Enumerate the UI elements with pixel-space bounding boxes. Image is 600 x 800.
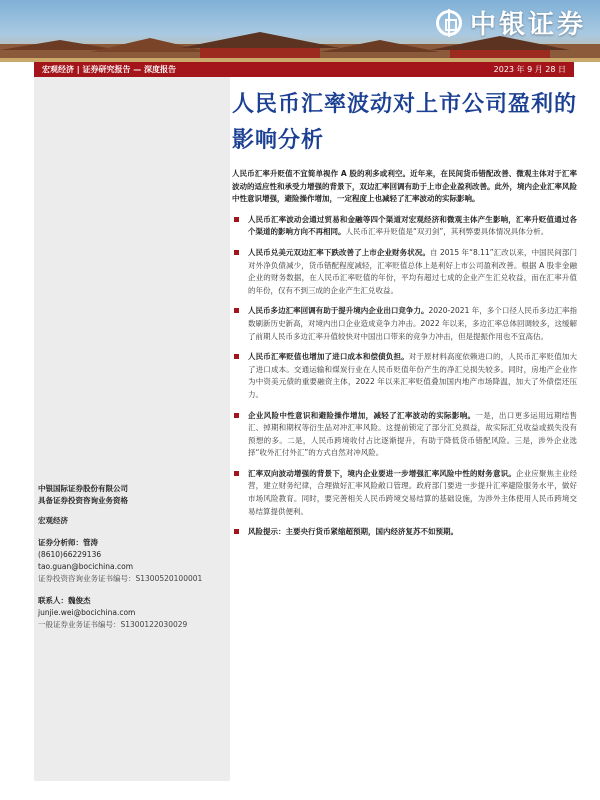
risk-warning-text: 风险提示：主要央行货币紧缩超预期，国内经济复苏不如预期。 [248, 527, 458, 537]
risk-warning [232, 526, 577, 539]
bullet-lead: 汇率双向波动增强的背景下，境内企业要进一步增强汇率风险中性的财务意识。 [248, 468, 516, 478]
bullet-lead: 人民币汇率贬值也增加了进口成本和偿债负担。 [248, 352, 409, 362]
bullet-lead: 人民币兑美元双边汇率下跌改善了上市企业财务状况。 [248, 247, 430, 257]
bullet-square-icon [234, 308, 239, 313]
bullet-text: 自 2015 年“8.11”汇改以来，中国民间部门对外净负债减少，货币错配程度减轻，汇率贬值总体上是利好上市公司盈利改善。根据 A 股非金融企业的财务数据，在人民币汇率贬值的年份，平均有超过七成的企业产生汇兑收益，而在汇率升值的年份，仅有不到三成的企业产生汇兑收益。 [248, 247, 577, 295]
bullet-item [232, 468, 577, 518]
brand-logo [436, 4, 586, 41]
left-sidebar [34, 77, 230, 781]
contact-cert: 一般证券业务证书编号：S1300122030029 [38, 620, 188, 629]
contact-name: 联系人：魏俊杰 [38, 596, 91, 605]
bullet-lead: 人民币多边汇率回调有助于提升境内企业出口竞争力。 [248, 306, 429, 316]
breadcrumb: 宏观经济 | 证券研究报告 — 深度报告 [42, 65, 177, 74]
bullet-text: 人民币汇率升贬值是“双刃剑”，其利弊要具体情况具体分析。 [345, 227, 549, 237]
report-date: 2023 年 9 月 28 日 [493, 65, 566, 74]
bullet-item [232, 305, 577, 343]
bullet-text: 2020-2021 年，多个口径人民币多边汇率指数刷新历史新高，对境内出口企业造成竞争力冲击。2022 年以来，多边汇率总体回调较多，这缓解了前期人民币多边汇率升值较快对中国出口带来的竞争力冲击，但是提振作用也不宜高估。 [248, 306, 578, 341]
contact-email: junjie.wei@bocichina.com [38, 608, 136, 617]
org-name: 中银国际证券股份有限公司 [38, 484, 128, 493]
bullet-square-icon [234, 471, 239, 476]
header-banner [0, 0, 600, 62]
report-meta-bar [34, 62, 574, 77]
bullet-square-icon [234, 250, 239, 255]
author-info [38, 483, 228, 631]
org-qualification: 具备证券投资咨询业务资格 [38, 496, 128, 505]
bullet-item [232, 351, 577, 401]
bullet-text: 对于原材料高度依赖进口的，人民币汇率贬值加大了进口成本。交通运输和煤炭行业在人民币贬值年份产生的净汇兑损失较多。同时，房地产企业作为中资美元债的重要融资主体，2022 年以来汇率贬值叠加国内地产市场降温，加大了外债偿还压力。 [248, 352, 577, 399]
analyst-cert: 证券投资咨询业务证书编号：S1300520100001 [38, 574, 203, 583]
analyst-phone: (8610)66229136 [38, 550, 102, 559]
analyst-name: 证券分析师：管涛 [38, 538, 98, 547]
bullet-square-icon [234, 529, 239, 534]
bullet-square-icon [234, 354, 239, 359]
report-title: 人民币汇率波动对上市公司盈利的影响分析 [232, 91, 578, 153]
bullet-lead: 企业风险中性意识和避险操作增加，减轻了汇率波动的实际影响。 [248, 410, 476, 420]
report-summary [232, 168, 577, 547]
bullet-item [232, 410, 577, 460]
bullet-item [232, 247, 577, 297]
brand-logo-text: 中银证券 [469, 10, 586, 40]
intro-paragraph: 人民币汇率升贬值不宜简单视作 A 股的利多或利空。近年来，在民间货币错配改善、微观主体对于汇率波动的适应性和承受力增强的背景下，双边汇率回调有助于上市企业盈利改善。此外，境内企业汇率风险中性意识增强，避险操作增加，一定程度上也减轻了汇率波动的实际影响。 [232, 169, 577, 204]
bullet-square-icon [234, 413, 239, 418]
bullet-square-icon [234, 217, 239, 222]
analyst-email: tao.guan@bocichina.com [38, 562, 134, 571]
bullet-item [232, 214, 577, 239]
bullet-text: 企业应聚焦主业经营，建立财务纪律，合理做好汇率风险敞口管理。政府部门要进一步提升汇率避险服务水平，做好市场风险教育。同时，要完善相关人民币跨境交易结算的基础设施，为涉外主体使用人民币跨境交易结算提供便利。 [248, 468, 578, 516]
sector-label: 宏观经济 [38, 516, 68, 525]
bullet-lead: 人民币汇率波动会通过贸易和金融等四个渠道对宏观经济和微观主体产生影响，汇率升贬值通过各个渠道的影响方向不再相同。 [248, 214, 577, 237]
bank-of-china-logo-icon [436, 10, 462, 36]
bullet-text: 一是，出口更多运用远期结售汇、掉期和期权等衍生品对冲汇率风险。这提前锁定了部分汇兑损益，故实际汇兑收益或损失没有预想的多。二是，人民币跨境收付占比逐渐提升，有助于降低货币错配风险。三是，涉外企业选择“收外汇付外汇”的方式自然对冲风险。 [248, 410, 578, 458]
